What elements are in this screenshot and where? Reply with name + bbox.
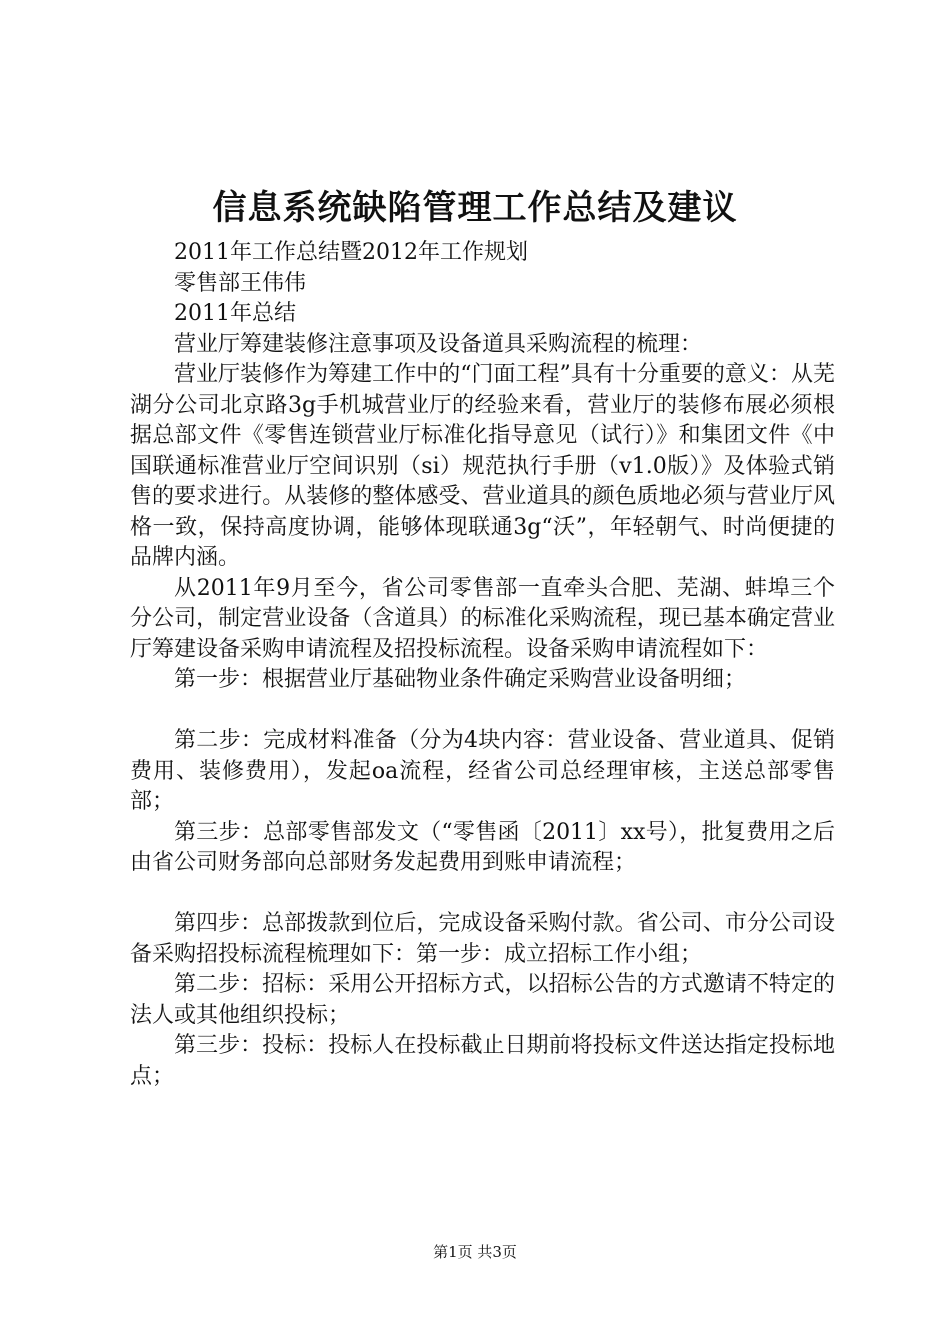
body-paragraph: 2011年总结 [174, 301, 296, 326]
body-paragraph: 第一步：根据营业厅基础物业条件确定采购营业设备明细； [174, 667, 747, 692]
body-paragraph: 营业厅筹建装修注意事项及设备道具采购流程的梳理： [174, 331, 703, 357]
body-paragraph: 从2011年9月至今，省公司零售部一直牵头合肥、芜湖、蚌埠三个分公司，制定营业设备（含道具）的标准化采购流程，现已基本确定营业厅筹建设备采购申请流程及招投标流程。设备采购申请流程如下： [130, 575, 835, 662]
body-paragraph: 第二步：完成材料准备（分为4块内容：营业设备、营业道具、促销费用、装修费用），发起oa流程，经省公司总经理审核，主送总部零售部； [130, 728, 835, 814]
page-footer: 第1页 共3页 [433, 1243, 517, 1261]
document-title: 信息系统缺陷管理工作总结及建议 [212, 188, 738, 228]
body-paragraph: 第二步：招标：采用公开招标方式，以招标公告的方式邀请不特定的法人或其他组织投标； [130, 972, 835, 1028]
body-paragraph: 第四步：总部拨款到位后，完成设备采购付款。省公司、市分公司设备采购招投标流程梳理如下：第一步：成立招标工作小组； [130, 911, 835, 967]
body-paragraph: 第三步：总部零售部发文（“零售函〔2011〕xx号），批复费用之后由省公司财务部向总部财务发起费用到账申请流程； [130, 819, 835, 875]
body-paragraph: 2011年工作总结暨2012年工作规划 [174, 240, 528, 265]
document-body [130, 238, 835, 1092]
body-paragraph: 零售部王伟伟 [174, 270, 307, 296]
body-paragraph: 营业厅装修作为筹建工作中的“门面工程”具有十分重要的意义：从芜湖分公司北京路3g手机城营业厅的经验来看，营业厅的装修布展必须根据总部文件《零售连锁营业厅标准化指导意见（试行）》和集团文件《中国联通标准营业厅空间识别（si）规范执行手册（v1.0版）》及体验式销售的要求进行。从装修的整体感受、营业道具的颜色质地必须与营业厅风格一致，保持高度协调，能够体现联通3g“沃”，年轻朝气、时尚便捷的品牌内涵。 [130, 362, 835, 570]
body-paragraph: 第三步：投标：投标人在投标截止日期前将投标文件送达指定投标地点； [130, 1033, 835, 1089]
